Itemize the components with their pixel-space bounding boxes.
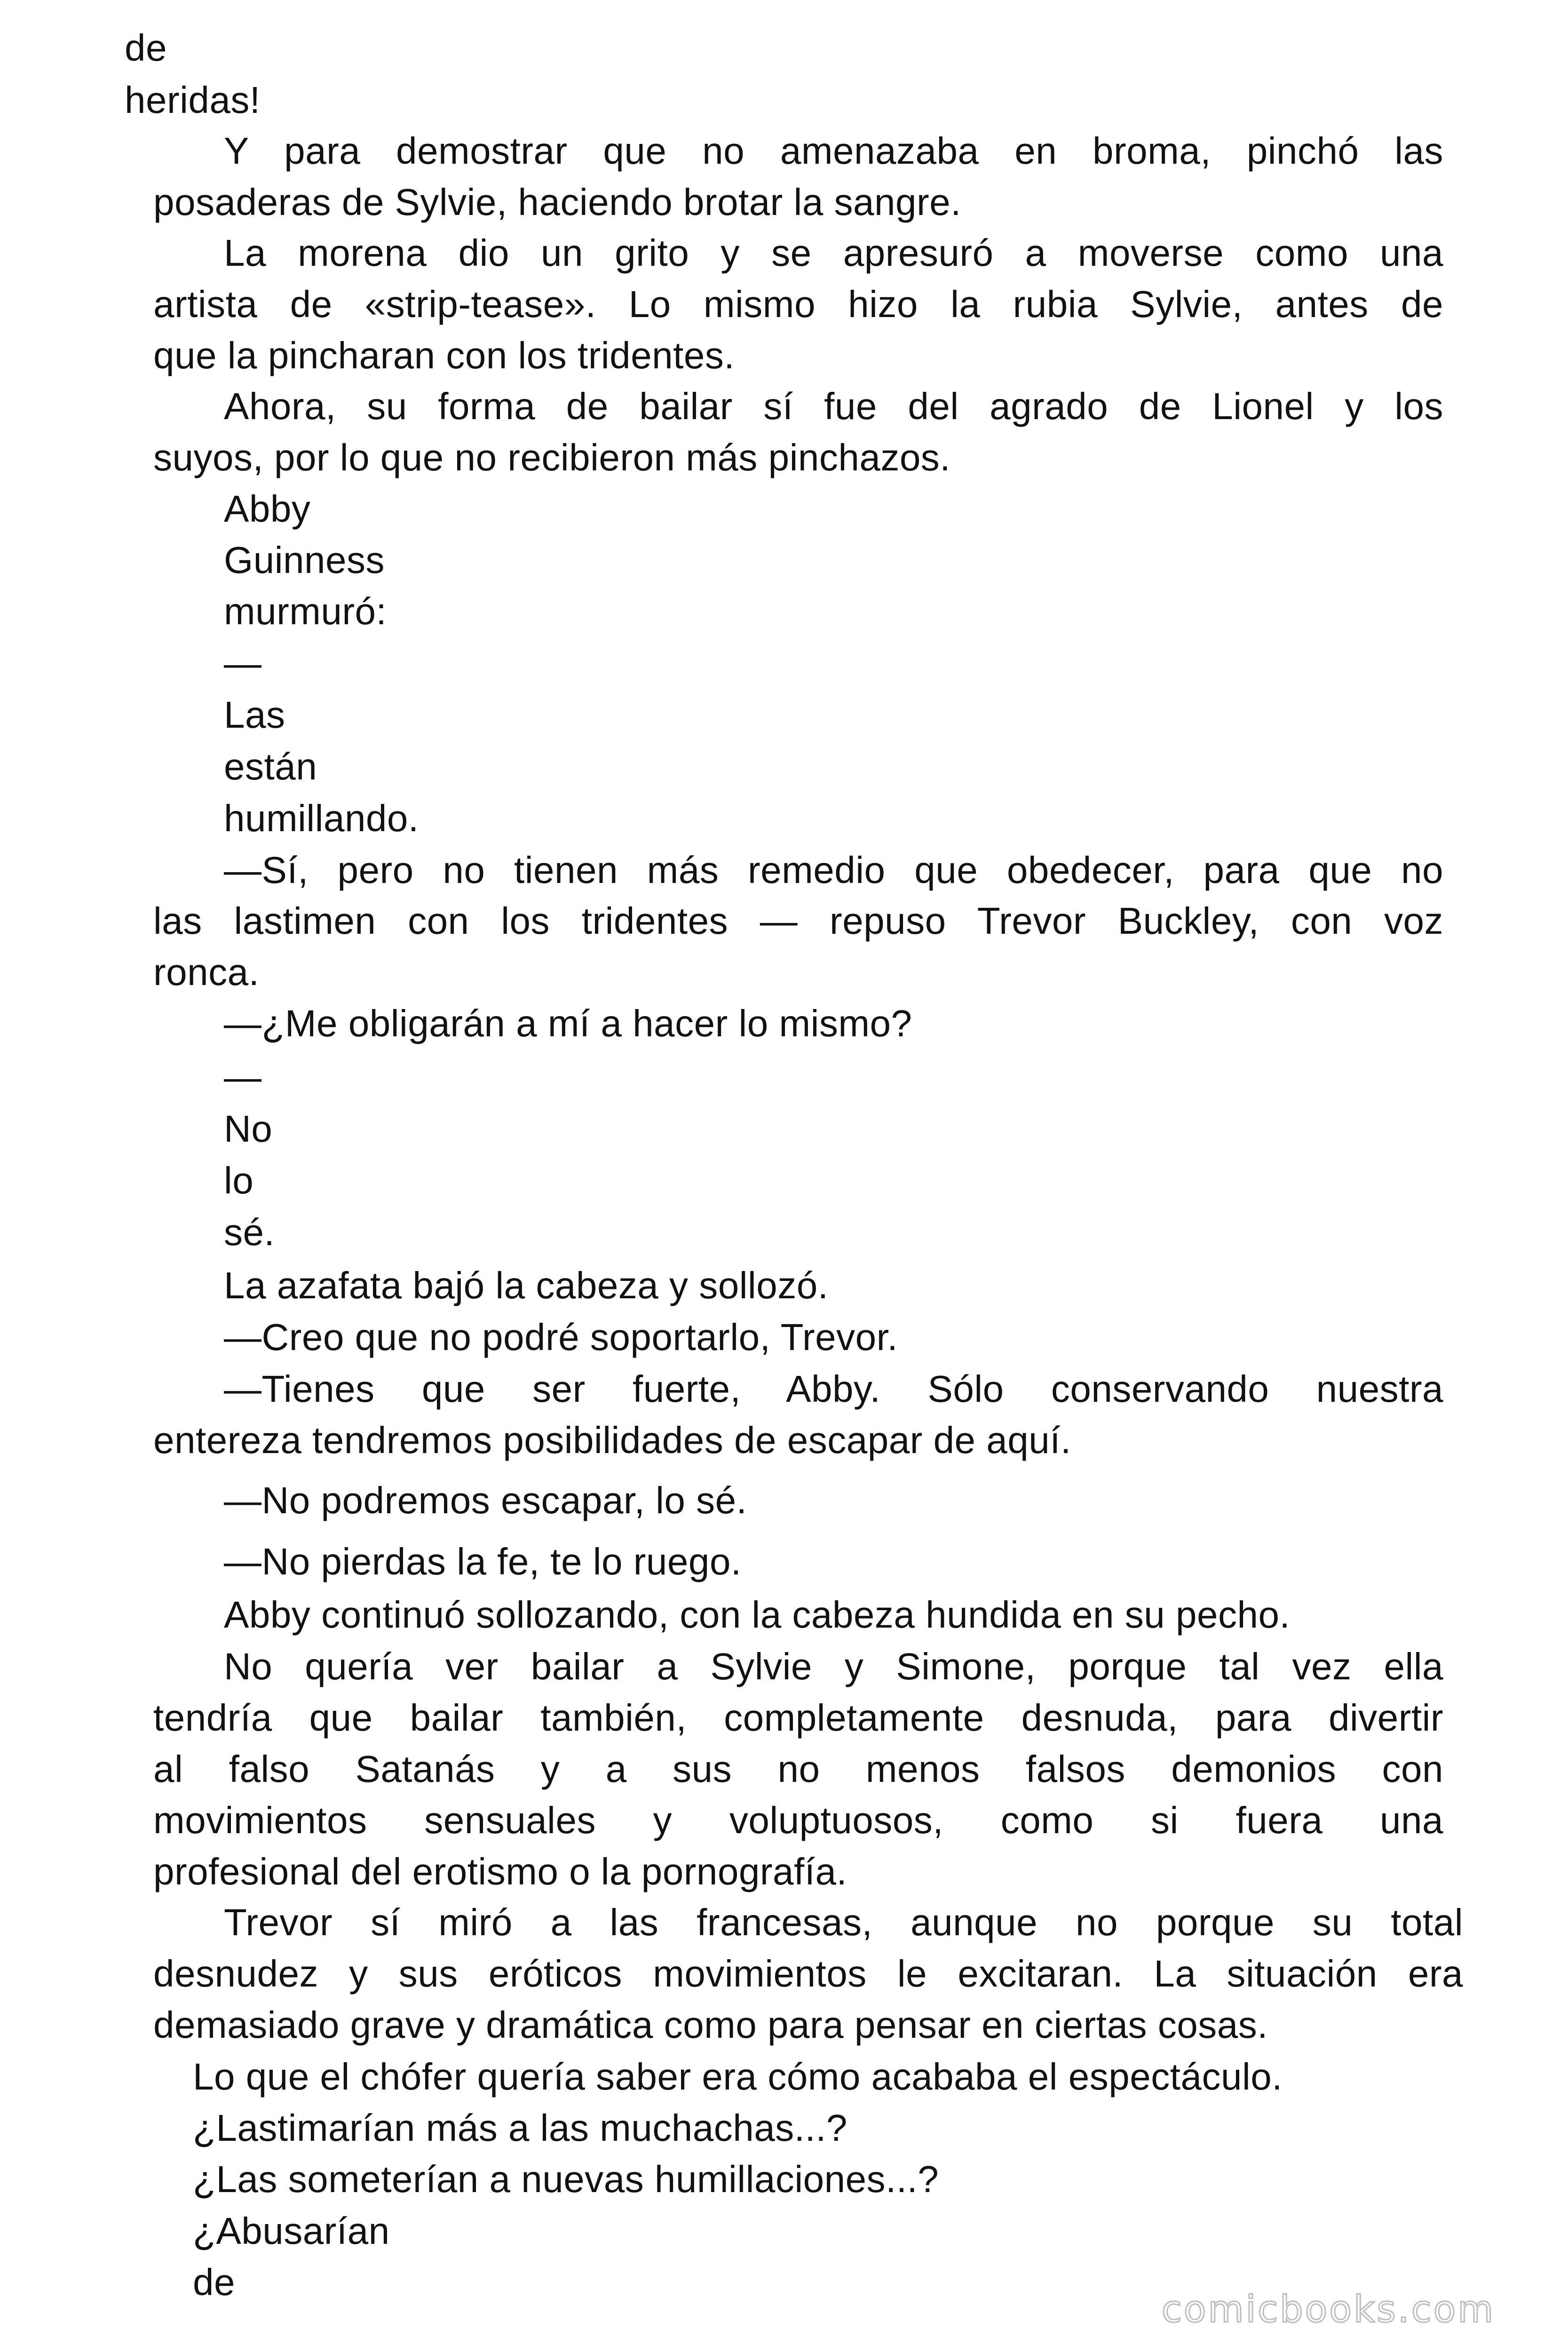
- text-line: —: [224, 1056, 262, 1098]
- text-line: —¿Me obligarán a mí a hacer lo mismo?: [224, 1002, 912, 1044]
- text-line: suyos, por lo que no recibieron más pinchazos.: [153, 437, 951, 478]
- text-line: están: [224, 746, 317, 787]
- text-line: Las: [224, 694, 285, 736]
- text-line: al falso Satanás y a sus no menos falsos demonios con: [153, 1748, 1443, 1790]
- text-line: de: [125, 27, 167, 69]
- text-line: Trevor sí miró a las francesas, aunque no porque su total: [224, 1901, 1463, 1943]
- text-line: —Tienes que ser fuerte, Abby. Sólo conservando nuestra: [224, 1368, 1443, 1410]
- text-line: ronca.: [153, 951, 260, 993]
- text-line: —Creo que no podré soportarlo, Trevor.: [224, 1316, 898, 1358]
- text-line: heridas!: [125, 79, 261, 121]
- text-line: desnudez y sus eróticos movimientos le excitaran. La situación era: [153, 1953, 1463, 1994]
- text-line: Lo que el chófer quería saber era cómo acababa el espectáculo.: [193, 2056, 1283, 2098]
- text-line: Y para demostrar que no amenazaba en broma, pinchó las: [224, 130, 1443, 172]
- text-line: La morena dio un grito y se apresuró a moverse como una: [224, 232, 1443, 274]
- text-line: las lastimen con los tridentes — repuso Trevor Buckley, con voz: [153, 900, 1443, 942]
- text-line: No: [224, 1108, 273, 1150]
- text-line: artista de «strip-tease». Lo mismo hizo la rubia Sylvie, antes de: [153, 283, 1443, 325]
- text-line: ¿Abusarían: [193, 2210, 390, 2252]
- text-line: movimientos sensuales y voluptuosos, como si fuera una: [153, 1799, 1443, 1841]
- text-line: Abby: [224, 488, 311, 530]
- text-line: de: [193, 2261, 235, 2303]
- text-line: ¿Lastimarían más a las muchachas...?: [193, 2107, 847, 2149]
- text-line: entereza tendremos posibilidades de escapar de aquí.: [153, 1419, 1071, 1461]
- text-line: —Sí, pero no tienen más remedio que obedecer, para que no: [224, 849, 1443, 891]
- text-line: que la pincharan con los tridentes.: [153, 334, 735, 376]
- watermark: comicbooks.com: [1162, 2288, 1496, 2331]
- text-line: lo: [224, 1160, 254, 1201]
- text-line: humillando.: [224, 797, 419, 839]
- text-line: Guinness: [224, 539, 385, 581]
- text-line: posaderas de Sylvie, haciendo brotar la sangre.: [153, 181, 961, 223]
- text-line: —: [224, 642, 262, 684]
- text-line: —No pierdas la fe, te lo ruego.: [224, 1541, 742, 1582]
- text-line: ¿Las someterían a nuevas humillaciones...?: [193, 2158, 939, 2200]
- text-line: sé.: [224, 1211, 275, 1253]
- text-line: profesional del erotismo o la pornografía.: [153, 1851, 847, 1892]
- text-line: La azafata bajó la cabeza y sollozó.: [224, 1264, 829, 1306]
- text-line: Ahora, su forma de bailar sí fue del agrado de Lionel y los: [224, 385, 1443, 427]
- text-line: demasiado grave y dramática como para pensar en ciertas cosas.: [153, 2004, 1268, 2046]
- text-line: —No podremos escapar, lo sé.: [224, 1479, 747, 1521]
- text-line: tendría que bailar también, completamente desnuda, para divertir: [153, 1697, 1443, 1739]
- text-line: murmuró:: [224, 590, 387, 632]
- text-line: No quería ver bailar a Sylvie y Simone, porque tal vez ella: [224, 1645, 1443, 1687]
- text-line: Abby continuó sollozando, con la cabeza hundida en su pecho.: [224, 1594, 1291, 1636]
